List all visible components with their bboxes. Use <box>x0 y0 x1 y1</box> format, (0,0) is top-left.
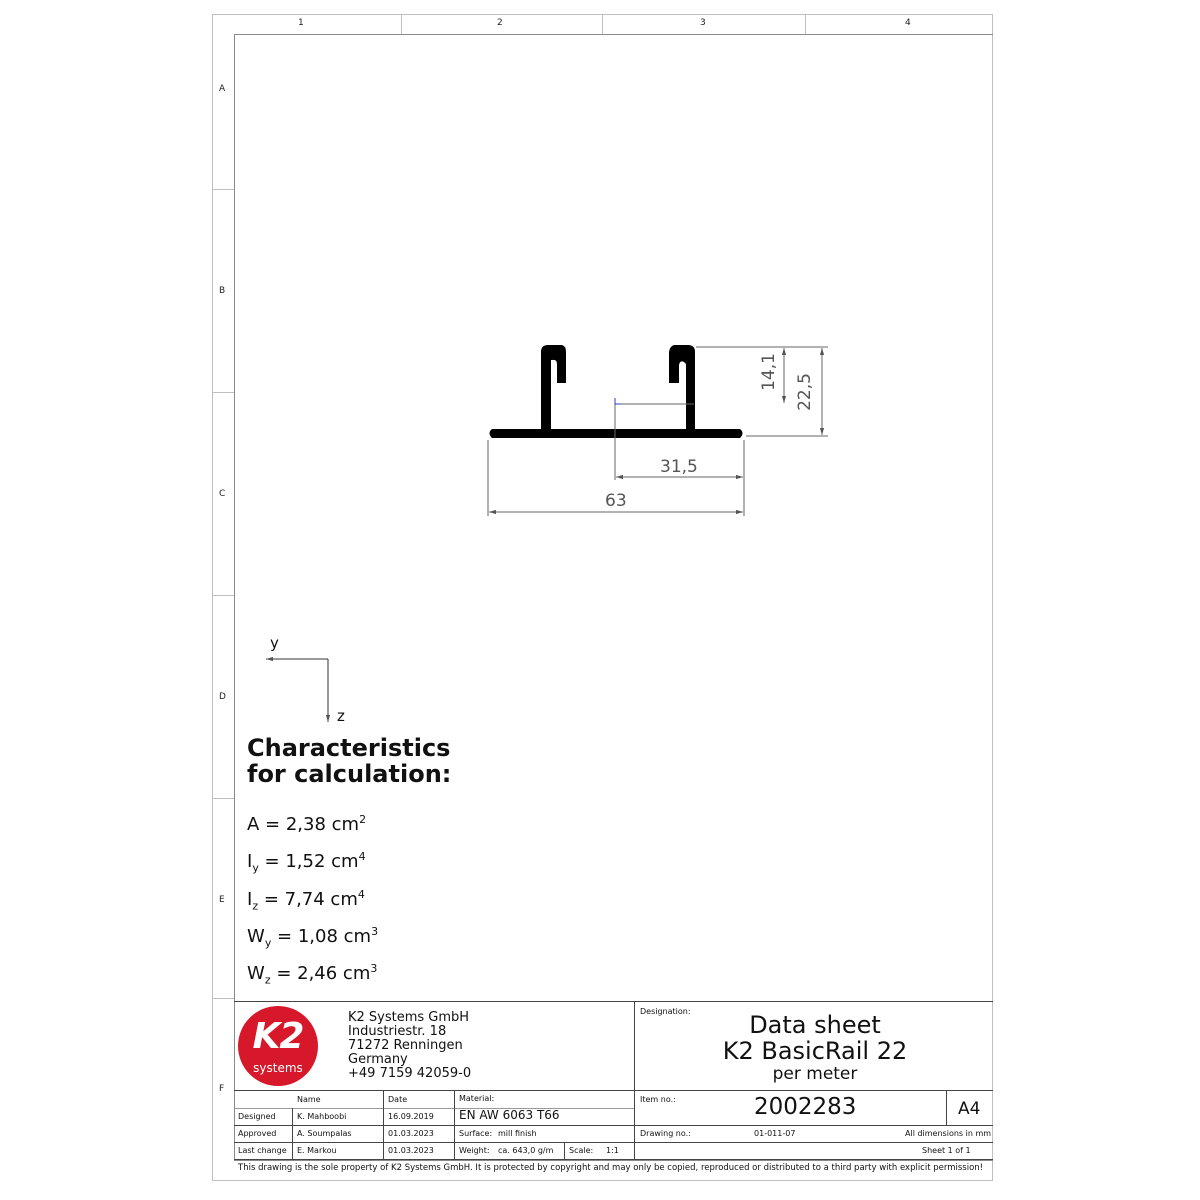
rail-profile <box>490 345 743 438</box>
title-block-row <box>234 1108 634 1109</box>
dim-inner-height: 14,1 <box>758 353 779 391</box>
title-block-col <box>564 1142 565 1159</box>
title-block-col <box>292 1108 293 1159</box>
scale-value: 1:1 <box>606 1146 619 1155</box>
designed-role: Designed <box>238 1112 276 1121</box>
logo-word: systems <box>253 1061 303 1075</box>
company-country: Germany <box>348 1052 408 1067</box>
characteristics-title-line1: Characteristics <box>247 734 451 762</box>
title-block-row <box>234 1090 993 1091</box>
drawing-number: 01-011-07 <box>754 1129 796 1138</box>
weight-value: ca. 643,0 g/m <box>498 1146 554 1155</box>
title-block-col <box>946 1090 947 1125</box>
title-block-divider <box>634 1001 635 1159</box>
title-block-top <box>234 1001 993 1002</box>
company-city: 71272 Renningen <box>348 1038 463 1053</box>
item-number: 2002283 <box>754 1094 857 1120</box>
approved-role: Approved <box>238 1129 277 1138</box>
axis-y-label: y <box>270 634 279 652</box>
title-block-row <box>234 1125 993 1126</box>
last-change-date: 01.03.2023 <box>388 1146 434 1155</box>
grid-row-e: E <box>219 895 225 905</box>
company-street: Industriestr. 18 <box>348 1024 447 1039</box>
k2-logo <box>238 1006 318 1086</box>
designation-line1: Data sheet <box>749 1011 881 1039</box>
drawing-label: Drawing no.: <box>640 1129 691 1138</box>
prop-iy: $I_y = 1,52$ $cm^4$ <box>247 850 366 875</box>
surface-label: Surface: <box>459 1129 493 1138</box>
dim-half-width: 31,5 <box>660 457 698 477</box>
designation-line3: per meter <box>772 1064 858 1084</box>
grid-row-c: C <box>219 489 226 499</box>
axis-z-label: z <box>337 707 345 725</box>
title-block-row <box>234 1159 993 1160</box>
last-change-name: E. Markou <box>297 1146 337 1155</box>
company-address <box>348 1011 471 1081</box>
last-change-role: Last change <box>238 1146 287 1155</box>
sheet-count: Sheet 1 of 1 <box>922 1146 971 1155</box>
title-block-col <box>383 1090 384 1159</box>
company-phone: +49 7159 42059-0 <box>348 1066 472 1081</box>
units-note: All dimensions in mm <box>905 1129 992 1138</box>
logo-mark: K2 <box>252 1016 304 1057</box>
prop-wz: $W_z = 2,46$ $cm^3$ <box>247 962 378 987</box>
dim-total-height: 22,5 <box>794 373 815 411</box>
prop-area: A = 2,38 $cm^2$ <box>247 813 367 835</box>
grid-col-4: 4 <box>905 18 911 28</box>
copyright-note: This drawing is the sole property of K2 Systems GmbH. It is protected by copyright and may only be copied, reproduced or distributed to a third party with explicit permission! <box>238 1163 984 1173</box>
approved-name: A. Soumpalas <box>297 1129 352 1138</box>
format-value: A4 <box>958 1099 981 1119</box>
name-header: Name <box>297 1095 321 1104</box>
grid-col-1: 1 <box>298 18 304 28</box>
dim-total-width: 63 <box>605 491 627 511</box>
grid-col-3: 3 <box>700 18 706 28</box>
designation <box>690 1012 940 1084</box>
material-value: EN AW 6063 T66 <box>459 1108 560 1122</box>
characteristics-title-line2: for calculation: <box>247 760 452 788</box>
approved-date: 01.03.2023 <box>388 1129 434 1138</box>
title-block-row <box>234 1142 993 1143</box>
characteristics-title <box>247 735 451 787</box>
grid-row-f: F <box>219 1084 225 1094</box>
company-name: K2 Systems GmbH <box>348 1010 470 1025</box>
weight-label: Weight: <box>459 1146 490 1155</box>
grid-row-d: D <box>219 692 226 702</box>
prop-iz: $I_z = 7,74$ $cm^4$ <box>247 888 365 913</box>
grid-row-b: B <box>219 286 226 296</box>
grid-row-a: A <box>219 84 226 94</box>
designation-line2: K2 BasicRail 22 <box>722 1037 908 1065</box>
scale-label: Scale: <box>569 1146 594 1155</box>
designed-name: K. Mahboobi <box>297 1112 347 1121</box>
prop-wy: $W_y = 1,08$ $cm^3$ <box>247 925 379 950</box>
title-block-col <box>454 1090 455 1159</box>
designed-date: 16.09.2019 <box>388 1112 434 1121</box>
surface-value: mill finish <box>498 1129 537 1138</box>
origin-marker <box>615 398 621 404</box>
date-header: Date <box>388 1095 408 1104</box>
material-label: Material: <box>459 1094 495 1103</box>
item-label: Item no.: <box>640 1095 676 1104</box>
designation-label: Designation: <box>640 1007 691 1016</box>
grid-col-2: 2 <box>497 18 503 28</box>
